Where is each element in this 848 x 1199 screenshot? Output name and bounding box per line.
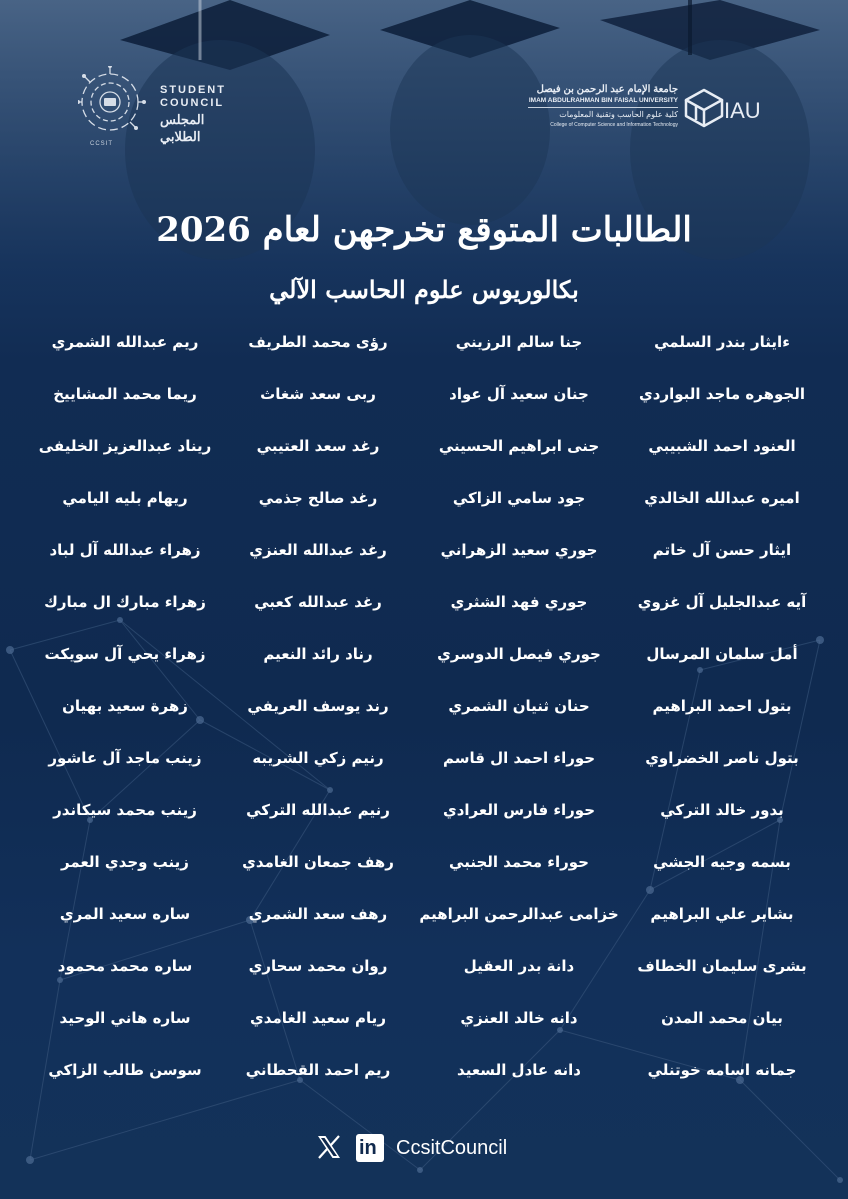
graduate-name: ساره محمد محمود bbox=[57, 957, 193, 975]
council-ccsit-label: CCSIT bbox=[90, 141, 113, 147]
graduate-name: ريهام بليه اليامي bbox=[62, 489, 188, 507]
graduate-name: رند يوسف العريفي bbox=[247, 697, 389, 715]
graduate-name: بشرى سليمان الخطاف bbox=[637, 957, 807, 975]
graduate-name: رناد رائد النعيم bbox=[263, 645, 373, 663]
graduate-name: جود سامي الزاكي bbox=[452, 489, 586, 507]
graduate-name: رنيم عبدالله التركي bbox=[246, 801, 390, 819]
graduate-name: زهراء عبدالله آل لباد bbox=[49, 541, 201, 559]
graduate-name: بشاير علي البراهيم bbox=[650, 905, 794, 923]
graduate-name: حوراء فارس العرادي bbox=[442, 801, 596, 819]
graduate-name: زهرة سعيد بهيان bbox=[62, 697, 188, 715]
page-subtitle: بكالوريوس علوم الحاسب الآلي bbox=[269, 275, 579, 304]
graduate-name: حنان ثنيان الشمري bbox=[448, 697, 590, 715]
linkedin-icon-text: in bbox=[359, 1137, 377, 1159]
graduate-name: ءايثار بندر السلمي bbox=[654, 333, 790, 351]
graduate-name: سوسن طالب الزاكي bbox=[48, 1061, 202, 1079]
graduate-name: رغد سعد العتيبي bbox=[256, 437, 380, 455]
graduate-name: العنود احمد الشبيبي bbox=[648, 437, 796, 455]
graduates-list bbox=[0, 331, 848, 1079]
graduate-name: أمل سلمان المرسال bbox=[646, 645, 798, 663]
college-name-ar: كلية علوم الحاسب وتقنية المعلومات bbox=[559, 110, 678, 119]
graduate-name: اميره عبدالله الخالدي bbox=[644, 489, 800, 507]
graduate-name: جنا سالم الرزيني bbox=[455, 333, 583, 351]
council-title bbox=[160, 84, 226, 144]
graduate-name: خزامى عبدالرحمن البراهيم bbox=[419, 905, 619, 923]
graduate-name: دانه خالد العنزي bbox=[460, 1009, 578, 1027]
graduate-name: رؤى محمد الطريف bbox=[248, 333, 388, 351]
university-logo-block bbox=[526, 84, 776, 134]
graduate-name: جوري فيصل الدوسري bbox=[437, 645, 601, 663]
graduate-name: حوراء احمد ال قاسم bbox=[442, 749, 596, 767]
iau-logo-icon bbox=[680, 86, 776, 130]
graduate-name: ريام سعيد الغامدي bbox=[250, 1009, 386, 1027]
graduate-name: ساره هاني الوحيد bbox=[59, 1009, 191, 1027]
council-en-line1: STUDENT bbox=[160, 84, 226, 96]
graduate-name: بيان محمد المدن bbox=[661, 1009, 783, 1027]
graduate-name: رغد عبدالله العنزي bbox=[249, 541, 387, 559]
council-en-line2: COUNCIL bbox=[160, 97, 225, 109]
university-divider bbox=[528, 107, 678, 108]
iau-logo-text: IAU bbox=[724, 98, 761, 123]
x-icon[interactable] bbox=[316, 1134, 342, 1160]
graduate-name: روان محمد سحاري bbox=[248, 957, 388, 975]
graduate-name: رنيم زكي الشريبه bbox=[252, 749, 384, 767]
graduate-name: رغد صالح جذمي bbox=[258, 489, 378, 507]
graduate-name: الجوهره ماجد البواردي bbox=[639, 385, 805, 403]
graduate-name: بتول ناصر الخضراوي bbox=[645, 749, 799, 767]
graduate-name: رهف جمعان الغامدي bbox=[242, 853, 394, 871]
graduate-name: ايثار حسن آل خاتم bbox=[652, 541, 792, 559]
graduate-name: بسمه وجيه الجشي bbox=[653, 853, 791, 871]
council-ar-line1: المجلس bbox=[160, 112, 205, 127]
linkedin-icon[interactable] bbox=[356, 1134, 384, 1162]
graduate-name: آيه عبدالجليل آل غزوي bbox=[637, 593, 807, 611]
graduate-name: جنان سعيد آل عواد bbox=[449, 385, 589, 403]
graduate-name: دانة بدر العقيل bbox=[463, 957, 575, 975]
graduate-name: رهف سعد الشمري bbox=[248, 905, 388, 923]
graduate-name: رغد عبدالله كعبي bbox=[254, 593, 382, 611]
university-name-ar: جامعة الإمام عبد الرحمن بن فيصل bbox=[536, 84, 678, 95]
graduate-name: بدور خالد التركي bbox=[660, 801, 784, 819]
social-handle[interactable]: CcsitCouncil bbox=[396, 1137, 508, 1159]
graduate-name: ربى سعد شغاث bbox=[260, 385, 376, 403]
graduate-name: دانه عادل السعيد bbox=[457, 1061, 581, 1079]
council-ar-line2: الطلابي bbox=[160, 129, 201, 144]
graduate-name: زينب ماجد آل عاشور bbox=[48, 749, 202, 767]
graduate-name: جنى ابراهيم الحسيني bbox=[438, 437, 600, 455]
university-name-en: IMAM ABDULRAHMAN BIN FAISAL UNIVERSITY bbox=[528, 97, 678, 104]
graduate-name: زهراء مبارك ال مبارك bbox=[44, 593, 206, 611]
graduate-name: زينب محمد سيكاندر bbox=[53, 801, 197, 819]
graduate-name: زهراء يحي آل سويكت bbox=[44, 645, 206, 663]
graduate-name: بتول احمد البراهيم bbox=[652, 697, 792, 715]
graduate-name: جوري سعيد الزهراني bbox=[440, 541, 598, 559]
graduate-name: حوراء محمد الجنبي bbox=[449, 853, 589, 871]
graduate-name: ريم عبدالله الشمري bbox=[51, 333, 199, 351]
college-name-en: College of Computer Science and Information Technology bbox=[550, 122, 678, 128]
graduate-name: ريما محمد المشاييخ bbox=[53, 385, 197, 403]
graduate-name: ريناد عبدالعزيز الخليفى bbox=[38, 437, 212, 455]
social-footer bbox=[0, 1130, 848, 1166]
graduate-name: ريم احمد القحطاني bbox=[245, 1061, 391, 1079]
graduate-name: جمانه اسامه خوتنلي bbox=[647, 1061, 797, 1079]
page-title: الطالبات المتوقع تخرجهن لعام 2026 bbox=[156, 210, 692, 250]
graduate-name: ساره سعيد المري bbox=[59, 905, 191, 923]
graduate-name: جوري فهد الشثري bbox=[450, 593, 588, 611]
graduate-name: زينب وجدي العمر bbox=[61, 853, 189, 871]
